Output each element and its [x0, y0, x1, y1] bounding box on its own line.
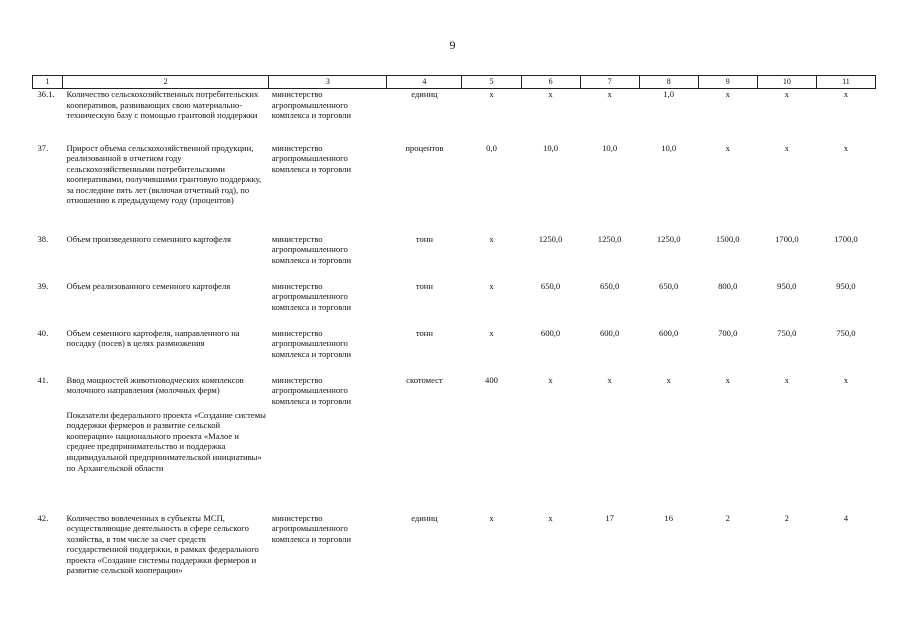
value-cell: х	[725, 142, 730, 153]
value-cell: х	[843, 89, 849, 99]
value-cell: 1250,0	[656, 233, 681, 244]
column-number: 8	[639, 76, 698, 89]
row-number: 36.1.	[37, 89, 55, 99]
value-cell: 10,0	[543, 142, 559, 153]
section-note: Показатели федерального проекта «Создание системы поддержки фермеров и развитие сельской кооперации» национального проекта «Малое и среднее предпринимательство и поддержка индивидуальной предпринимательской инициативы» по Архангельской области	[66, 409, 266, 473]
value-cell: 1,0	[663, 89, 675, 99]
value-cell: 750,0	[836, 327, 856, 338]
value-cell: 950,0	[836, 280, 856, 291]
column-number: 3	[269, 76, 387, 89]
value-cell: х	[548, 89, 553, 99]
value-cell: 2	[725, 512, 730, 523]
value-cell: 17	[605, 512, 614, 523]
unit-of-measure: тонн	[415, 233, 433, 244]
value-cell: 800,0	[718, 280, 738, 291]
responsible-executor: министерство агропромышленного комплекса и торговли	[271, 89, 352, 121]
value-cell: х	[666, 374, 671, 385]
unit-of-measure: тонн	[415, 327, 433, 338]
value-cell: х	[489, 89, 494, 99]
indicator-name: Ввод мощностей животноводческих комплексов молочного направления (молочных ферм)	[66, 374, 244, 396]
unit-of-measure: скотомест	[406, 374, 443, 385]
value-cell: 600,0	[599, 327, 620, 338]
value-cell: 10,0	[661, 142, 677, 153]
indicator-name: Объем произведенного семенного картофеля	[66, 233, 231, 244]
column-number: 2	[63, 76, 269, 89]
value-cell: 700,0	[718, 327, 738, 338]
responsible-executor: министерство агропромышленного комплекса и торговли	[271, 374, 352, 406]
table-row	[33, 375, 876, 513]
column-number-row	[33, 76, 876, 89]
value-cell: х	[784, 89, 789, 99]
value-cell: 600,0	[659, 327, 679, 338]
table-row	[33, 513, 876, 593]
value-cell: х	[489, 233, 494, 244]
value-cell: х	[843, 374, 849, 385]
value-cell: х	[725, 374, 730, 385]
responsible-executor: министерство агропромышленного комплекса и торговли	[271, 327, 352, 359]
value-cell: 0,0	[486, 142, 497, 153]
value-cell: 1700,0	[774, 233, 799, 244]
indicator-name: Объем реализованного семенного картофеля	[66, 280, 231, 291]
value-cell: 4	[843, 512, 849, 523]
value-cell: х	[548, 374, 553, 385]
value-cell: х	[784, 374, 789, 385]
indicator-name: Объем семенного картофеля, направленного на посадку (посев) в целях размножения	[66, 327, 240, 349]
row-number: 37.	[37, 142, 49, 153]
indicator-name: Количество сельскохозяйственных потребительских кооперативов, развивающих свою материально-техническую базу с помощью грантовой поддержки	[66, 89, 259, 121]
table-row	[33, 143, 876, 234]
value-cell: х	[843, 142, 849, 153]
column-number: 5	[462, 76, 521, 89]
table-row	[33, 281, 876, 328]
page-number: 9	[449, 38, 456, 52]
row-number: 40.	[37, 327, 49, 338]
row-number: 42.	[37, 512, 49, 523]
value-cell: х	[725, 89, 730, 99]
value-cell: 1250,0	[597, 233, 622, 244]
value-cell: х	[489, 512, 494, 523]
table-row	[33, 89, 876, 143]
unit-of-measure: тонн	[415, 280, 433, 291]
indicator-name: Количество вовлеченных в субъекты МСП, осуществляющие деятельность в сфере сельского хозяйства, в том числе за счет средств государственной поддержки, в рамках федерального проекта «Создание системы поддержки фермеров и развитие сельской кооперации»	[66, 512, 259, 576]
table-row	[33, 234, 876, 281]
value-cell: 750,0	[777, 327, 797, 338]
column-number: 6	[521, 76, 580, 89]
value-cell: 650,0	[599, 280, 620, 291]
value-cell: 1500,0	[715, 233, 740, 244]
row-number: 38.	[37, 233, 49, 244]
value-cell: 650,0	[659, 280, 679, 291]
value-cell: 2	[784, 512, 789, 523]
responsible-executor: министерство агропромышленного комплекса и торговли	[271, 233, 352, 265]
responsible-executor: министерство агропромышленного комплекса и торговли	[271, 512, 352, 544]
column-number: 1	[33, 76, 63, 89]
unit-of-measure: единиц	[411, 512, 438, 523]
value-cell: х	[607, 374, 612, 385]
column-number: 7	[580, 76, 639, 89]
column-number: 9	[698, 76, 757, 89]
row-number: 39.	[37, 280, 49, 291]
column-number: 11	[816, 76, 875, 89]
indicators-table	[32, 75, 876, 593]
unit-of-measure: процентов	[405, 142, 444, 153]
unit-of-measure: единиц	[411, 89, 438, 99]
responsible-executor: министерство агропромышленного комплекса и торговли	[271, 142, 352, 174]
row-number: 41.	[37, 374, 49, 385]
value-cell: х	[489, 327, 494, 338]
value-cell: 650,0	[540, 280, 561, 291]
value-cell: 1250,0	[538, 233, 563, 244]
value-cell: 10,0	[602, 142, 618, 153]
value-cell: х	[489, 280, 494, 291]
value-cell: 950,0	[777, 280, 797, 291]
value-cell: 400	[485, 374, 498, 385]
value-cell: 16	[664, 512, 673, 523]
value-cell: х	[548, 512, 553, 523]
value-cell: 600,0	[540, 327, 561, 338]
responsible-executor: министерство агропромышленного комплекса и торговли	[271, 280, 352, 312]
value-cell: х	[607, 89, 612, 99]
table-row	[33, 328, 876, 375]
value-cell: х	[784, 142, 789, 153]
value-cell: 1700,0	[834, 233, 858, 244]
column-number: 4	[387, 76, 462, 89]
indicator-name: Прирост объема сельскохозяйственной продукции, реализованной в отчетном году сельскохозяйственными потребительскими кооперативами, получившими грантовую поддержку, за последние пять лет (включая отчетный год), по отношению к предыдущему году (процентов)	[66, 142, 262, 206]
indicator-cell	[63, 375, 269, 513]
column-number: 10	[757, 76, 816, 89]
